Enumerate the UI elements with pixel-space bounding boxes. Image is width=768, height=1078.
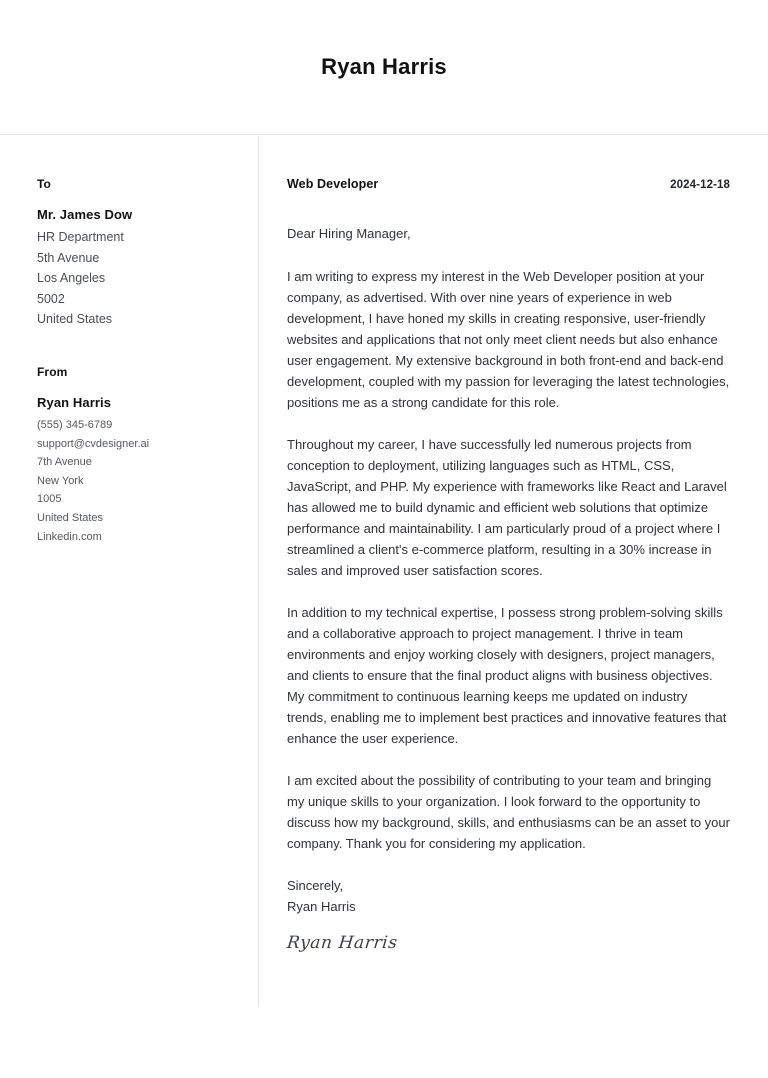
sender-line: 1005 (37, 493, 62, 506)
recipient-name: Mr. James Dow (37, 207, 133, 222)
letter-content (259, 135, 768, 1006)
document-header (0, 0, 768, 134)
job-title: Web Developer (287, 177, 379, 191)
page-title: Ryan Harris (321, 54, 447, 79)
recipient-label: To (37, 177, 51, 191)
sender-block (37, 365, 228, 546)
recipient-line: 5th Avenue (37, 250, 100, 265)
letter-paragraph: Throughout my career, I have successfully led numerous projects from conception to deployment, utilizing languages such as HTML, CSS, JavaScript, and PHP. My experience with frameworks like React and Laravel has allowed me to build dynamic and efficient web solutions that optimize performance and maintainability. I am particularly proud of a project where I streamlined a client's e-commerce platform, resulting in a 30% increase in sales and improved user satisfaction scores. (287, 437, 727, 578)
closing-salutation: Sincerely, (287, 878, 344, 893)
sender-name: Ryan Harris (37, 394, 112, 410)
letter-paragraph: I am writing to express my interest in the Web Developer position at your company, as advertised. With over nine years of experience in web development, I have honed my skills in creating responsive, user-friendly websites and applications that not only meet client needs but also enhance user engagement. My extensive background in both front-end and back-end development, coupled with my passion for leveraging the latest technologies, positions me as a strong candidate for this role. (287, 269, 730, 410)
sender-line: 7th Avenue (37, 456, 92, 469)
recipient-line: HR Department (37, 230, 124, 244)
sender-line: United States (37, 511, 104, 524)
document-body (0, 135, 768, 1006)
recipient-line: 5002 (37, 291, 65, 306)
recipient-line: United States (37, 312, 113, 327)
recipient-line: Los Angeles (37, 271, 106, 286)
letter-meta (287, 177, 730, 191)
sender-label: From (37, 364, 68, 379)
contact-sidebar (0, 135, 258, 1006)
signature: Ryan Harris (285, 933, 399, 953)
closing-name: Ryan Harris (287, 899, 356, 914)
sender-website: Linkedin.com (37, 530, 102, 543)
letter-date: 2024-12-18 (670, 179, 730, 191)
sender-phone: (555) 345-6789 (37, 418, 113, 431)
salutation: Dear Hiring Manager, (287, 226, 411, 241)
sender-email: support@cvdesigner.ai (37, 437, 150, 450)
letter-paragraph: I am excited about the possibility of contributing to your team and bringing my unique skills to your organization. I look forward to the opportunity to discuss how my background, skills, and enthusiasms can be an asset to your company. Thank you for considering my application. (287, 773, 730, 851)
letter-paragraph: In addition to my technical expertise, I possess strong problem-solving skills and a collaborative approach to project management. I thrive in team environments and enjoy working closely with designers, project managers, and clients to ensure that the final product aligns with business objectives. My commitment to continuous learning keeps me updated on industry trends, enabling me to implement best practices and innovative features that enhance the user experience. (287, 605, 727, 746)
sender-line: New York (37, 474, 84, 487)
recipient-block (37, 177, 228, 330)
